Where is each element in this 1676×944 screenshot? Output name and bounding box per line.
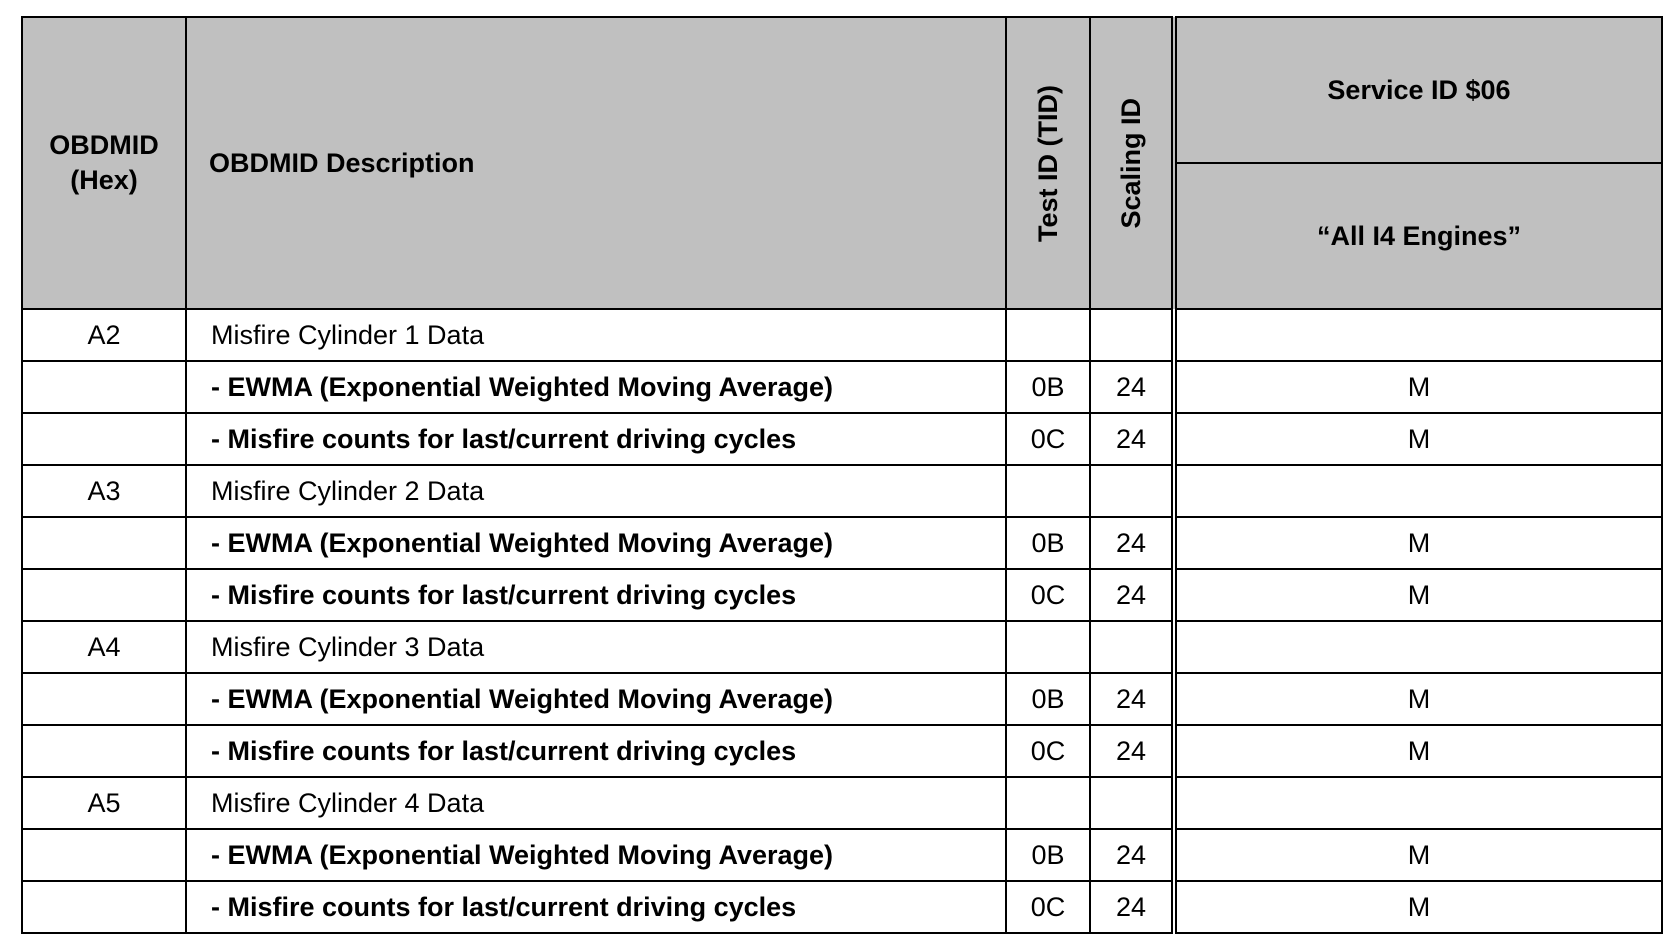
cell-scaling-id: 24 [1090, 829, 1174, 881]
table-row [22, 361, 1662, 413]
cell-service-value [1174, 309, 1662, 361]
cell-test-id [1006, 309, 1090, 361]
cell-service-value [1174, 777, 1662, 829]
cell-test-id [1006, 777, 1090, 829]
cell-test-id [1006, 621, 1090, 673]
cell-scaling-id: 24 [1090, 517, 1174, 569]
cell-description: - Misfire counts for last/current driving cycles [186, 725, 1006, 777]
table-row [22, 465, 1662, 517]
cell-test-id: 0B [1006, 829, 1090, 881]
cell-obdmid [22, 673, 186, 725]
cell-obdmid [22, 361, 186, 413]
header-service-id: Service ID $06 [1174, 17, 1662, 163]
cell-obdmid: A5 [22, 777, 186, 829]
cell-service-value: M [1174, 413, 1662, 465]
table-body [22, 309, 1662, 933]
cell-service-value: M [1174, 517, 1662, 569]
cell-service-value: M [1174, 725, 1662, 777]
header-obdmid [22, 17, 186, 309]
cell-obdmid [22, 829, 186, 881]
cell-description: Misfire Cylinder 2 Data [186, 465, 1006, 517]
cell-scaling-id: 24 [1090, 881, 1174, 933]
cell-obdmid [22, 725, 186, 777]
header-obdmid-line1: OBDMID [49, 130, 159, 160]
cell-scaling-id: 24 [1090, 725, 1174, 777]
cell-obdmid [22, 517, 186, 569]
cell-test-id: 0B [1006, 361, 1090, 413]
header-scaling-id [1090, 17, 1174, 309]
header-scaling-id-label: Scaling ID [1115, 97, 1146, 229]
cell-scaling-id [1090, 309, 1174, 361]
header-obdmid-line2: (Hex) [70, 165, 138, 195]
cell-test-id: 0C [1006, 725, 1090, 777]
cell-obdmid: A4 [22, 621, 186, 673]
cell-description: Misfire Cylinder 1 Data [186, 309, 1006, 361]
cell-description: - EWMA (Exponential Weighted Moving Average) [186, 361, 1006, 413]
header-description: OBDMID Description [186, 17, 1006, 309]
cell-service-value: M [1174, 569, 1662, 621]
cell-description: - EWMA (Exponential Weighted Moving Average) [186, 517, 1006, 569]
cell-scaling-id [1090, 777, 1174, 829]
cell-scaling-id: 24 [1090, 361, 1174, 413]
table-row [22, 517, 1662, 569]
cell-obdmid [22, 569, 186, 621]
cell-test-id: 0C [1006, 881, 1090, 933]
header-test-id-label: Test ID (TID) [1032, 84, 1063, 242]
table-row [22, 413, 1662, 465]
cell-service-value: M [1174, 829, 1662, 881]
header-engines: “All I4 Engines” [1174, 163, 1662, 309]
table-row [22, 881, 1662, 933]
cell-obdmid [22, 413, 186, 465]
cell-obdmid: A2 [22, 309, 186, 361]
cell-scaling-id: 24 [1090, 569, 1174, 621]
cell-scaling-id: 24 [1090, 673, 1174, 725]
obdmid-table [21, 16, 1663, 934]
cell-description: Misfire Cylinder 3 Data [186, 621, 1006, 673]
cell-service-value [1174, 465, 1662, 517]
cell-test-id [1006, 465, 1090, 517]
cell-service-value [1174, 621, 1662, 673]
cell-test-id: 0C [1006, 413, 1090, 465]
cell-test-id: 0B [1006, 673, 1090, 725]
cell-description: - Misfire counts for last/current driving cycles [186, 413, 1006, 465]
cell-service-value: M [1174, 881, 1662, 933]
cell-description: - EWMA (Exponential Weighted Moving Average) [186, 829, 1006, 881]
table-row [22, 569, 1662, 621]
cell-scaling-id [1090, 621, 1174, 673]
table-row [22, 621, 1662, 673]
cell-description: - EWMA (Exponential Weighted Moving Average) [186, 673, 1006, 725]
cell-scaling-id: 24 [1090, 413, 1174, 465]
cell-scaling-id [1090, 465, 1174, 517]
cell-test-id: 0C [1006, 569, 1090, 621]
cell-service-value: M [1174, 673, 1662, 725]
table-row [22, 725, 1662, 777]
cell-description: - Misfire counts for last/current driving cycles [186, 569, 1006, 621]
cell-description: Misfire Cylinder 4 Data [186, 777, 1006, 829]
table-row [22, 829, 1662, 881]
table-row [22, 777, 1662, 829]
table-row [22, 673, 1662, 725]
cell-test-id: 0B [1006, 517, 1090, 569]
cell-service-value: M [1174, 361, 1662, 413]
cell-obdmid [22, 881, 186, 933]
header-test-id [1006, 17, 1090, 309]
cell-description: - Misfire counts for last/current driving cycles [186, 881, 1006, 933]
cell-obdmid: A3 [22, 465, 186, 517]
table-row [22, 309, 1662, 361]
